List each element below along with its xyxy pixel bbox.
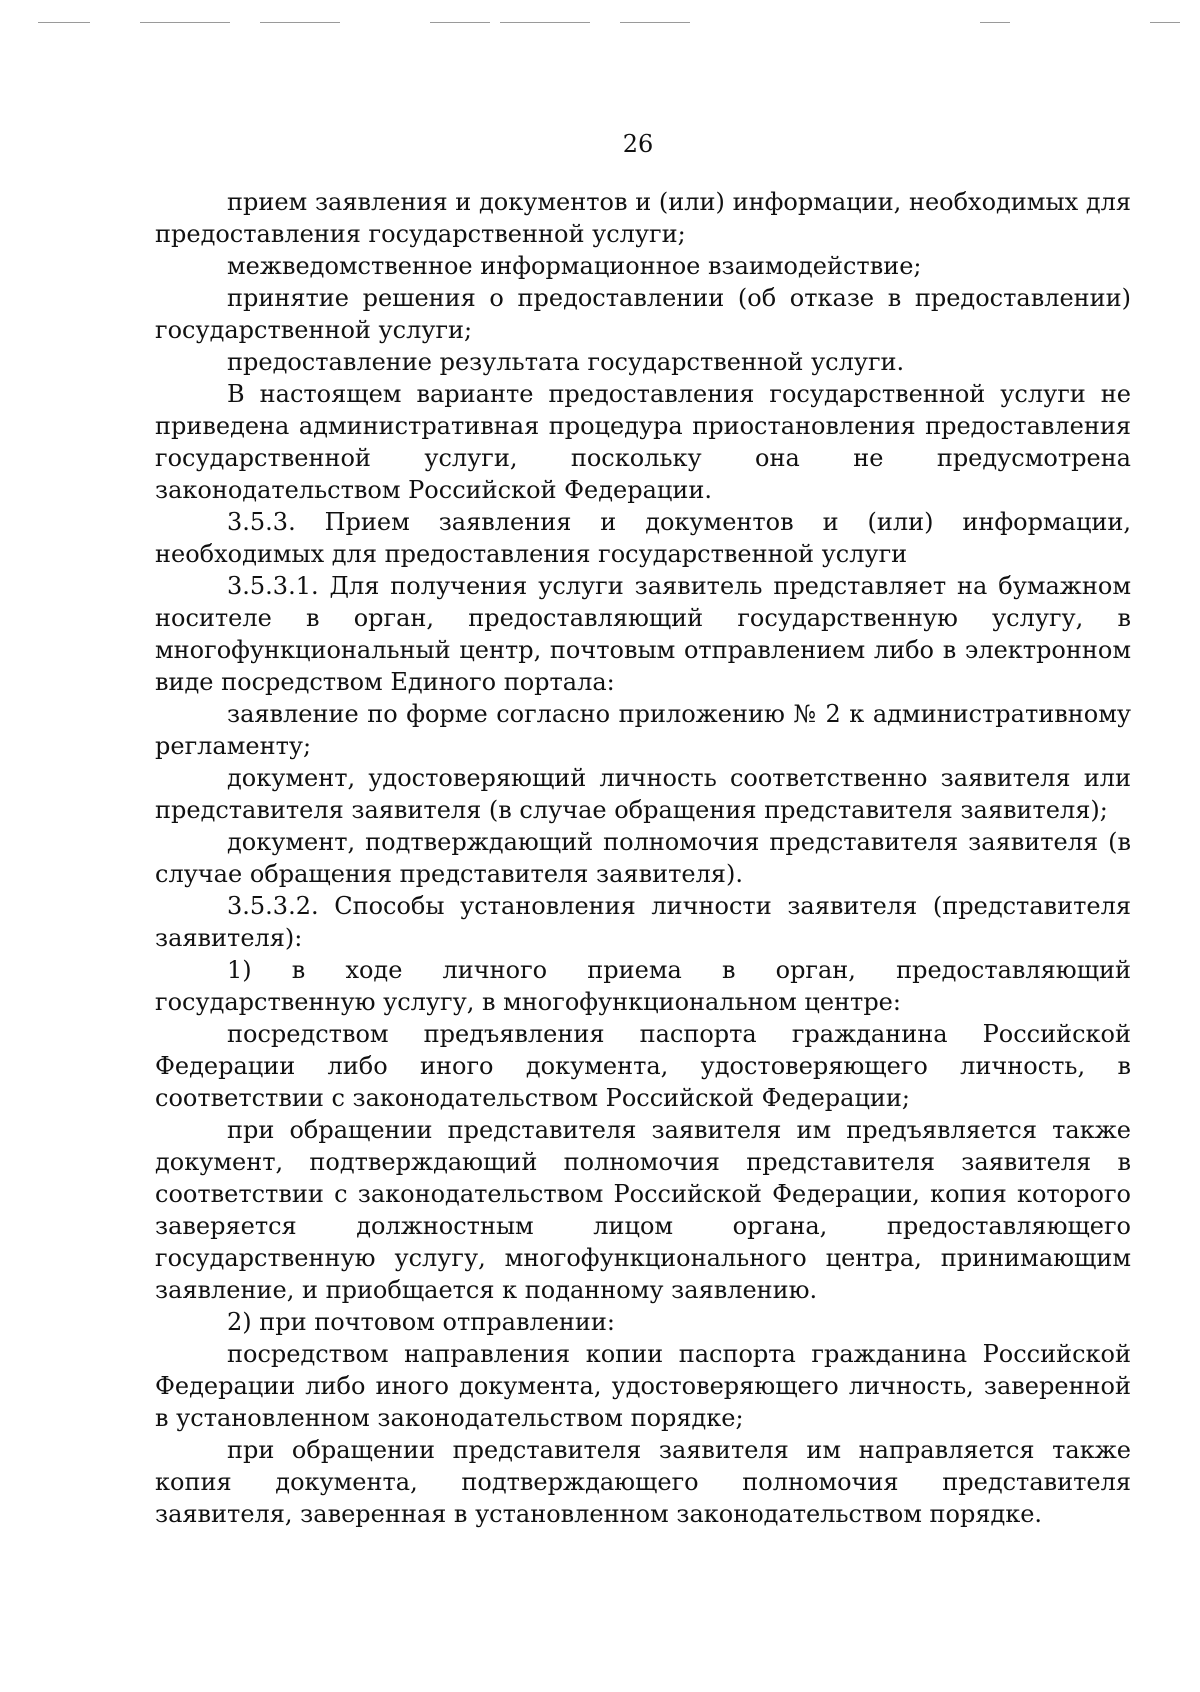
paragraph-passport-presentation: посредством предъявления паспорта гражданина Российской Федерации либо иного документа, удостоверяющего личность, в соответствии с законодательством Российской Федерации; [155,1020,1131,1112]
paragraph-passport-copy: посредством направления копии паспорта гражданина Российской Федерации либо иного документа, удостоверяющего личность, заверенной в установленном законодательством порядке; [155,1340,1131,1432]
paragraph-suspension-note: В настоящем варианте предоставления государственной услуги не приведена административная процедура приостановления предоставления государственной услуги, поскольку она не предусмотрена законодательством Российской Федерации. [155,380,1131,504]
scan-mark [140,22,230,23]
paragraph-receipt-of-application: прием заявления и документов и (или) информации, необходимых для предоставления государственной услуги; [155,188,1131,248]
paragraph-identity-document: документ, удостоверяющий личность соответственно заявителя или представителя заявителя (в случае обращения представителя заявителя); [155,764,1131,824]
paragraph-result-provision: предоставление результата государственной услуги. [227,348,905,376]
scan-mark [260,22,340,23]
scan-mark [980,22,1010,23]
paragraph-representative-presentation: при обращении представителя заявителя им предъявляется также документ, подтверждающий полномочия представителя заявителя в соответствии с законодательством Российской Федерации, копия которого заверяется должностным лицом органа, предоставляющего государственную услугу, многофункционального центра, принимающим заявление, и приобщается к поданному заявлению. [155,1116,1131,1304]
paragraph-application-form: заявление по форме согласно приложению № 2 к административному регламенту; [155,700,1131,760]
paragraph-representative-copy: при обращении представителя заявителя им направляется также копия документа, подтверждающего полномочия представителя заявителя, заверенная в установленном законодательством порядке. [155,1436,1131,1528]
paragraph-decision-making: принятие решения о предоставлении (об отказе в предоставлении) государственной услуги; [155,284,1131,344]
document-body [155,186,1131,1530]
paragraph-section-3-5-3: 3.5.3. Прием заявления и документов и (или) информации, необходимых для предоставления государственной услуги [155,508,1131,568]
paragraph-in-person-reception: 1) в ходе личного приема в орган, предоставляющий государственную услугу, в многофункциональном центре: [155,956,1131,1016]
paragraph-authority-document: документ, подтверждающий полномочия представителя заявителя (в случае обращения представителя заявителя). [155,828,1131,888]
scan-mark [430,22,490,23]
paragraph-postal-delivery: 2) при почтовом отправлении: [227,1308,615,1336]
paragraph-section-3-5-3-1: 3.5.3.1. Для получения услуги заявитель представляет на бумажном носителе в орган, предоставляющий государственную услугу, в многофункциональный центр, почтовым отправлением либо в электронном виде посредством Единого портала: [155,572,1131,696]
page-number: 26 [622,130,654,158]
scan-mark [1150,22,1180,23]
scan-mark [38,22,90,23]
scan-mark [620,22,690,23]
paragraph-interdepartmental-interaction: межведомственное информационное взаимодействие; [227,252,922,280]
paragraph-section-3-5-3-2: 3.5.3.2. Способы установления личности заявителя (представителя заявителя): [155,892,1131,952]
scan-mark [500,22,590,23]
